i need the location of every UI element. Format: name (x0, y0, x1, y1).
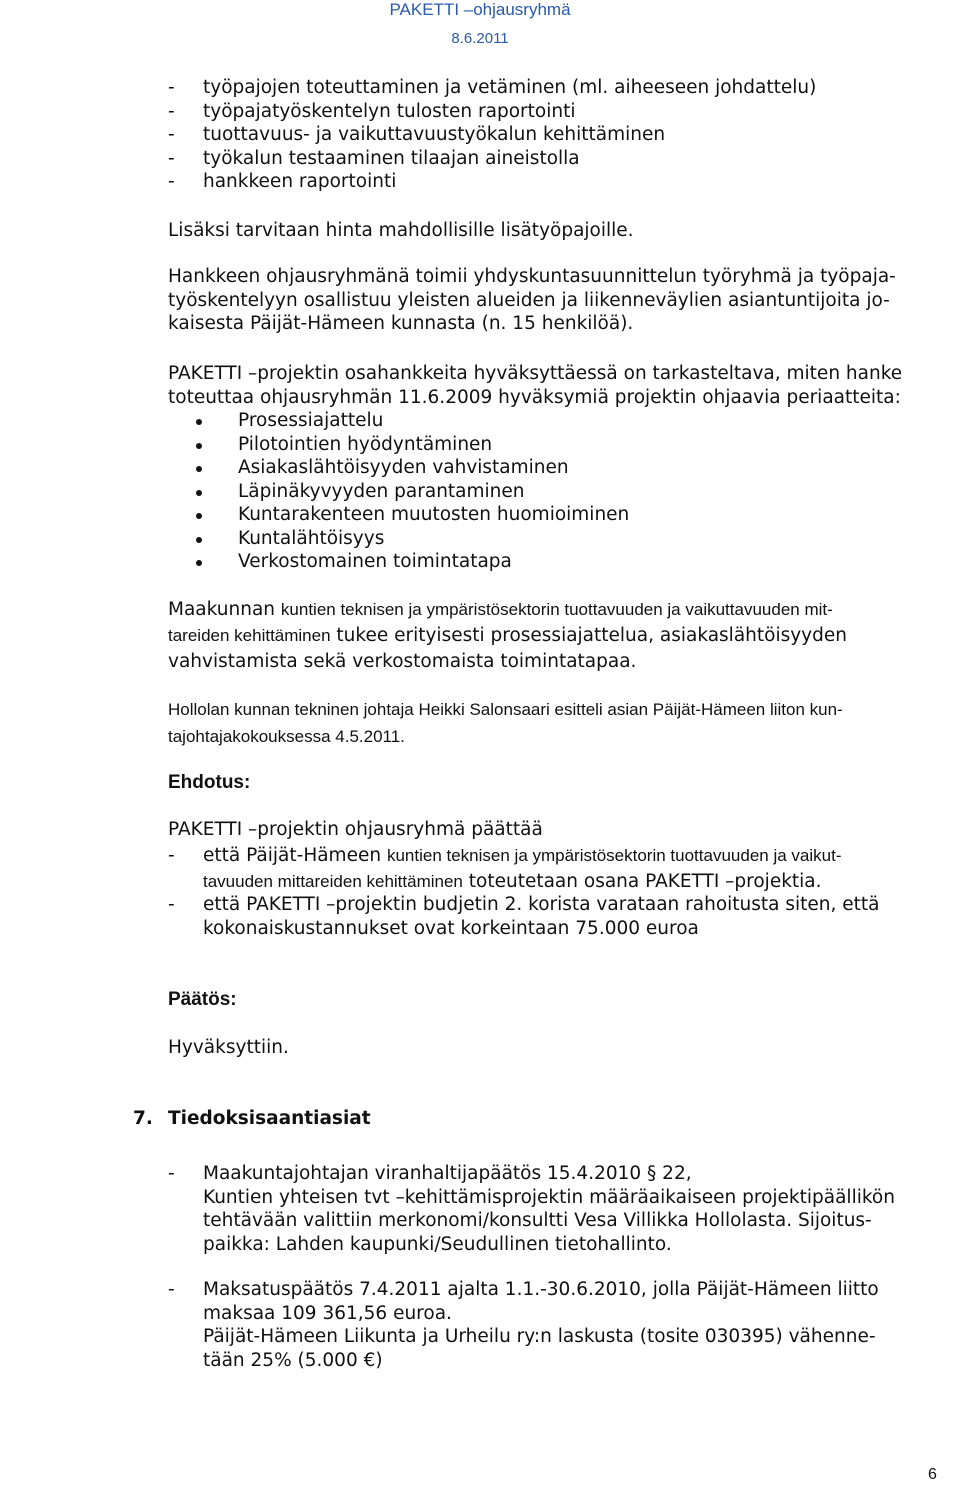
list-item: Asiakaslähtöisyyden vahvistaminen (0, 456, 958, 480)
paatos-heading: Päätös: (168, 989, 237, 1010)
list-item: Verkostomainen toimintatapa (0, 550, 958, 574)
bullet-icon (196, 466, 202, 472)
list-item: Kuntarakenteen muutosten huomioiminen (0, 503, 958, 527)
list-item: Prosessiajattelu (0, 409, 958, 433)
list-item: - että PAKETTI –projektin budjetin 2. korista varataan rahoitusta siten, että kokonaiskustannukset ovat korkeintaan 75.000 euroa (168, 894, 880, 939)
bullet-icon (196, 560, 202, 566)
bullet-icon (196, 490, 202, 496)
list-item: - tuottavuus- ja vaikuttavuustyökalun kehittäminen (168, 124, 666, 145)
section-heading: 7. Tiedoksisaantiasiat (133, 1108, 371, 1129)
bullet-icon (196, 537, 202, 543)
paragraph-paketti: PAKETTI –projektin osahankkeita hyväksyttäessä on tarkasteltava, miten hanke toteuttaa ohjausryhmän 11.6.2009 hyväksymiä projektin ohjaavia periaatteita: (168, 363, 903, 408)
paragraph-maakunnan: Maakunnan kuntien teknisen ja ympäristösektorin tuottavuuden ja vaikuttavuuden mit- tareiden kehittäminen tukee erityisesti prosessiajattelua, asiakaslähtöisyyden vahvistamista sekä verkostomaista toimintatapaa. (168, 599, 847, 672)
task-list (168, 76, 958, 194)
paatos-text: Hyväksyttiin. (168, 1037, 289, 1058)
paragraph-lisaksi: Lisäksi tarvitaan hinta mahdollisille lisätyöpajoille. (168, 220, 634, 241)
list-item: Läpinäkyvyyden parantaminen (0, 480, 958, 504)
list-item: - työpajojen toteuttaminen ja vetäminen (ml. aiheeseen johdattelu) (168, 77, 817, 98)
list-item: - työpajatyöskentelyn tulosten raportointi (168, 100, 576, 122)
bullet-icon (196, 513, 202, 519)
page-number: 6 (928, 1466, 937, 1483)
bullet-icon (196, 419, 202, 425)
header-title: PAKETTI –ohjausryhmä (389, 0, 571, 19)
bullet-icon (196, 443, 202, 449)
list-item: - hankkeen raportointi (168, 171, 397, 192)
ehdotus-list (168, 843, 958, 941)
list-item: - Maksatuspäätös 7.4.2011 ajalta 1.1.-30.6.2010, jolla Päijät-Hämeen liitto maksaa 109 361,56 euroa. Päijät-Hämeen Liikunta ja Urheilu ry:n laskusta (tosite 030395) vähenne- tään 25% (5.000 €) (168, 1279, 879, 1371)
principles-list (168, 409, 958, 574)
list-item: Kuntalähtöisyys (0, 527, 958, 551)
tiedoksi-list (168, 1162, 958, 1372)
list-item: Pilotointien hyödyntäminen (0, 433, 958, 457)
ehdotus-intro: PAKETTI –projektin ohjausryhmä päättää (168, 819, 543, 840)
list-item: - työkalun testaaminen tilaajan aineistolla (168, 147, 580, 169)
header-date: 8.6.2011 (451, 30, 509, 47)
ehdotus-heading: Ehdotus: (168, 772, 251, 793)
list-item: - että Päijät-Hämeen kuntien teknisen ja ympäristösektorin tuottavuuden ja vaikut- tavuuden mittareiden kehittäminen toteutetaan osana PAKETTI –projektia. (168, 845, 842, 892)
paragraph-hollola: Hollolan kunnan tekninen johtaja Heikki Salonsaari esitteli asian Päijät-Hämeen liiton kun- tajohtajakokouksessa 4.5.2011. (168, 700, 843, 746)
list-item: - Maakuntajohtajan viranhaltijapäätös 15.4.2010 § 22, Kuntien yhteisen tvt –kehittämisprojektin määräaikaiseen projektipäällikön tehtävään valittiin merkonomi/konsultti Vesa Villikka Hollolasta. Sijoitus- paikka: Lahden kaupunki/Seudullinen tietohallinto. (168, 1163, 895, 1255)
paragraph-hankkeen: Hankkeen ohjausryhmänä toimii yhdyskuntasuunnittelun työryhmä ja työpaja- työskentelyyn osallistuu yleisten alueiden ja liikenneväylien asiantuntijoita jo- kaisesta Päijät-Hämeen kunnasta (n. 15 henkilöä). (168, 266, 896, 334)
